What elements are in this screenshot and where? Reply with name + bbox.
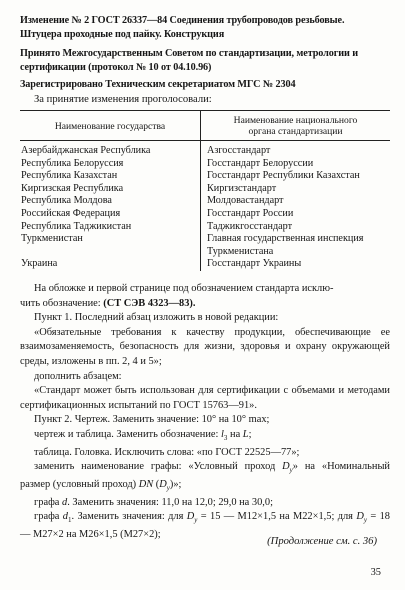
paragraph: «Стандарт может быть использован для сертификации с объемами и методами сертификационных испытаний по ГОСТ 15763—91».	[20, 385, 390, 411]
change-title-cont: Штуцера проходные под пайку. Конструкция	[20, 29, 225, 40]
paragraph: заменить наименование графы: «Условный проход $D_y$» на «Номинальный размер (условный проход) DN $(D_y)$»;	[20, 461, 390, 492]
paragraph: Пункт 1. Последний абзац изложить в новой редакции:	[34, 312, 279, 324]
voted-heading: За принятие изменения проголосовали:	[34, 94, 212, 105]
continuation-note: (Продолжение см. с. 36)	[267, 536, 377, 547]
page-number: 35	[370, 567, 381, 578]
paragraph: На обложке и первой странице под обозначением стандарта исклю- чить обозначение: (СТ СЭВ 4323—83).	[20, 283, 334, 309]
table-row: Украина Госстандарт Украины	[21, 258, 302, 270]
registration-note: Зарегистрировано Техническим секретариатом МГС № 2304	[20, 79, 296, 90]
paragraph: Пункт 2. Чертеж. Заменить значение: 10° на 10° max;	[34, 414, 270, 426]
col-header-body: Наименование национального органа стандартизации	[201, 111, 391, 141]
table-row: Азербайджанская Республика Азгосстандарт	[20, 141, 390, 158]
amendment-text	[20, 282, 390, 542]
table-row: Туркменистана	[20, 246, 390, 259]
paragraph: «Обязательные требования к качеству продукции, обеспечивающие ее взаимозаменяемость, безопасность для жизни, здоровья и охрану окружающей среды, изложены в пп. 2, 4 и 5»;	[20, 326, 390, 367]
table-row: Республика Белоруссия Госстандарт Белоруссии	[21, 157, 314, 169]
voting-table	[20, 110, 390, 271]
col-header-state: Наименование государства	[20, 111, 201, 141]
adoption-note-cont: сертификации (протокол № 10 от 04.10.96)	[20, 62, 212, 73]
paragraph: графа d. Заменить значения: 11,0 на 12,0; 29,0 на 30,0;	[34, 496, 273, 508]
paragraph: чертеж и таблица. Заменить обозначение: $l_3$ на L;	[34, 428, 252, 443]
table-row: Киргизская Республика Киргизстандарт	[21, 182, 277, 194]
paragraph: графа $d_1$. Заменить значения: для $D_y = 15$ — М12×1,5 на М22×1,5; для $D_y = 18$ — М27×2 на М26×1,5 (М27×2);	[20, 511, 390, 540]
change-title: Изменение № 2 ГОСТ 26337—84 Соединения трубопроводов резьбовые.	[20, 15, 345, 26]
table-row: Республика Казахстан Госстандарт Республики Казахстан	[21, 170, 360, 182]
table-row: Туркменистан Главная государственная инспекция	[21, 233, 364, 245]
table-row: Республика Таджикистан Таджикгосстандарт	[21, 220, 293, 232]
adoption-note: Принято Межгосударственным Советом по стандартизации, метрологии и	[20, 48, 359, 59]
table-row: Российская Федерация Госстандарт России	[21, 207, 294, 219]
paragraph: таблица. Головка. Исключить слова: «по ГОСТ 22525—77»;	[34, 446, 300, 458]
table-row: Республика Молдова Молдовастандарт	[21, 195, 284, 207]
paragraph: дополнить абзацем:	[34, 370, 122, 382]
